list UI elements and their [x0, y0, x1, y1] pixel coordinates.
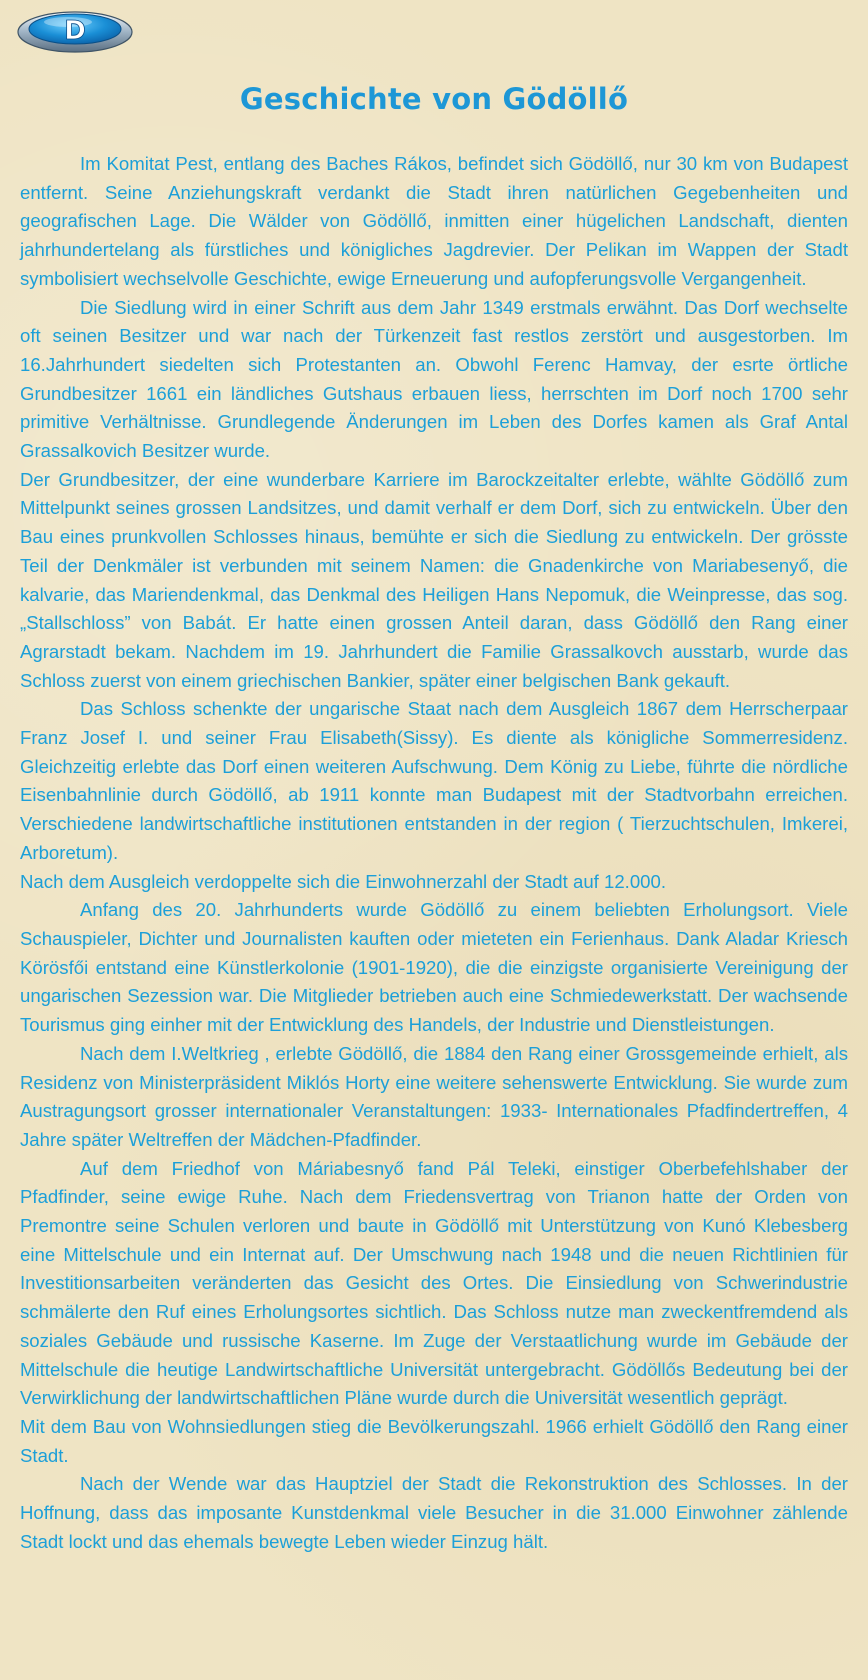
article-body: [20, 150, 848, 1556]
page-title: Geschichte von Gödöllő: [239, 82, 629, 116]
paragraph: Der Grundbesitzer, der eine wunderbare Karriere im Barockzeitalter erlebte, wählte Gödöllő zum Mittelpunkt seines grossen Landsitzes, und damit verhalf er dem Dorf, sich zu entwickeln. Über den Bau eines prunkvollen Schlosses hinaus, bemühte er sich die Siedlung zu entwickeln. Der grösste Teil der Denkmäler ist verbunden mit seinem Namen: die Gnadenkirche von Mariabesenyő, die kalvarie, das Mariendenkmal, das Denkmal des Heiligen Hans Nepomuk, die Weinpresse, das sog. „Stallschloss” von Babát. Er hatte einen grossen Anteil daran, dass Gödöllő den Rang einer Agrarstadt bekam. Nachdem im 19. Jahrhundert die Familie Grassalkovch ausstarb, wurde das Schloss zuerst von einem griechischen Bankier, später einer belgischen Bank gekauft.: [20, 468, 848, 691]
section-badge: [16, 6, 134, 54]
paragraph: Die Siedlung wird in einer Schrift aus dem Jahr 1349 erstmals erwähnt. Das Dorf wechselte oft seinen Besitzer und war nach der Türkenzeit fast restlos zerstört und ausgestorben. Im 16.Jahrhundert siedelten sich Protestanten an. Obwohl Ferenc Hamvay, der esrte örtliche Grundbesitzer 1661 ein ländliches Gutshaus erbauen liess, herrschten im Dorf noch 1700 sehr primitive Verhältnisse. Grundlegende Änderungen im Leben des Dorfes kamen als Graf Antal Grassalkovich Besitzer wurde.: [20, 296, 848, 462]
paragraph: Mit dem Bau von Wohnsiedlungen stieg die Bevölkerungszahl. 1966 erhielt Gödöllő den Rang einer Stadt.: [20, 1415, 848, 1466]
paragraph: Das Schloss schenkte der ungarische Staat nach dem Ausgleich 1867 dem Herrscherpaar Franz Josef I. und seiner Frau Elisabeth(Sissy). Es diente als königliche Sommerresidenz. Gleichzeitig erlebte das Dorf einen weiteren Aufschwung. Dem König zu Liebe, führte die nördliche Eisenbahnlinie durch Gödöllő, ab 1911 konnte man Budapest mit der Stadtvorbahn erreichen. Verschiedene landwirtschaftliche institutionen entstanden in der region ( Tierzuchtschulen, Imkerei, Arboretum).: [20, 698, 848, 863]
paragraph: Auf dem Friedhof von Máriabesnyő fand Pál Teleki, einstiger Oberbefehlshaber der Pfadfinder, seine ewige Ruhe. Nach dem Friedensvertrag von Trianon hatte der Orden von Premontre seine Schulen verloren und baute in Gödöllő mit Unterstützung von Kunó Klebesberg eine Mittelschule und ein Internat auf. Der Umschwung nach 1948 und die neuen Richtlinien für Investitionsarbeiten veränderten das Gesicht des Ortes. Die Einsiedlung von Schwerindustrie schmälerte den Ruf eines Erholungsortes sichtlich. Das Schloss nutze man zweckentfremdend als soziales Gebäude und russische Kaserne. Im Zuge der Verstaatlichung wurde im Gebäude der Mittelschule die heutige Landwirtschaftliche Universität untergebracht. Gödöllős Bedeutung bei der Verwirklichung der landwirtschaftlichen Pläne wurde durch die Universität wesentlich geprägt.: [20, 1157, 848, 1409]
paragraph: Nach dem I.Weltkrieg , erlebte Gödöllő, die 1884 den Rang einer Grossgemeinde erhielt, als Residenz von Ministerpräsident Miklós Horty eine weitere sehenswerte Entwicklung. Sie wurde zum Austragungsort grosser internationaler Veranstaltungen: 1933- Internationales Pfadfindertreffen, 4 Jahre später Weltreffen der Mädchen-Pfadfinder.: [20, 1042, 848, 1150]
paragraph: Anfang des 20. Jahrhunderts wurde Gödöllő zu einem beliebten Erholungsort. Viele Schauspieler, Dichter und Journalisten kauften oder mieteten ein Ferienhaus. Dank Aladar Kriesch Körösfői entstand eine Künstlerkolonie (1901-1920), die die einzigste organisierte Vereinigung der ungarischen Sezession war. Die Mitglieder betrieben auch eine Schmiedewerkstatt. Der wachsende Tourismus ging einher mit der Entwicklung des Handels, der Industrie und Dienstleistungen.: [20, 899, 848, 1036]
paragraph: Nach dem Ausgleich verdoppelte sich die Einwohnerzahl der Stadt auf 12.000.: [20, 870, 667, 892]
paragraph: Im Komitat Pest, entlang des Baches Rákos, befindet sich Gödöllő, nur 30 km von Budapest entfernt. Seine Anziehungskraft verdankt die Stadt ihren natürlichen Gegebenheiten und geografischen Lage. Die Wälder von Gödöllő, inmitten einer hügelichen Landschaft, dienten jahrhundertelang als fürstliches und königliches Jagdrevier. Der Pelikan im Wappen der Stadt symbolisiert wechselvolle Geschichte, ewige Erneuerung und aufopferungsvolle Vergangenheit.: [20, 153, 848, 289]
paragraph: Nach der Wende war das Hauptziel der Stadt die Rekonstruktion des Schlosses. In der Hoffnung, dass das imposante Kunstdenkmal viele Besucher in die 31.000 Einwohner zählende Stadt lockt und das ehemals bewegte Leben wieder Einzug hält.: [20, 1473, 848, 1552]
section-badge-letter: D: [64, 16, 86, 46]
